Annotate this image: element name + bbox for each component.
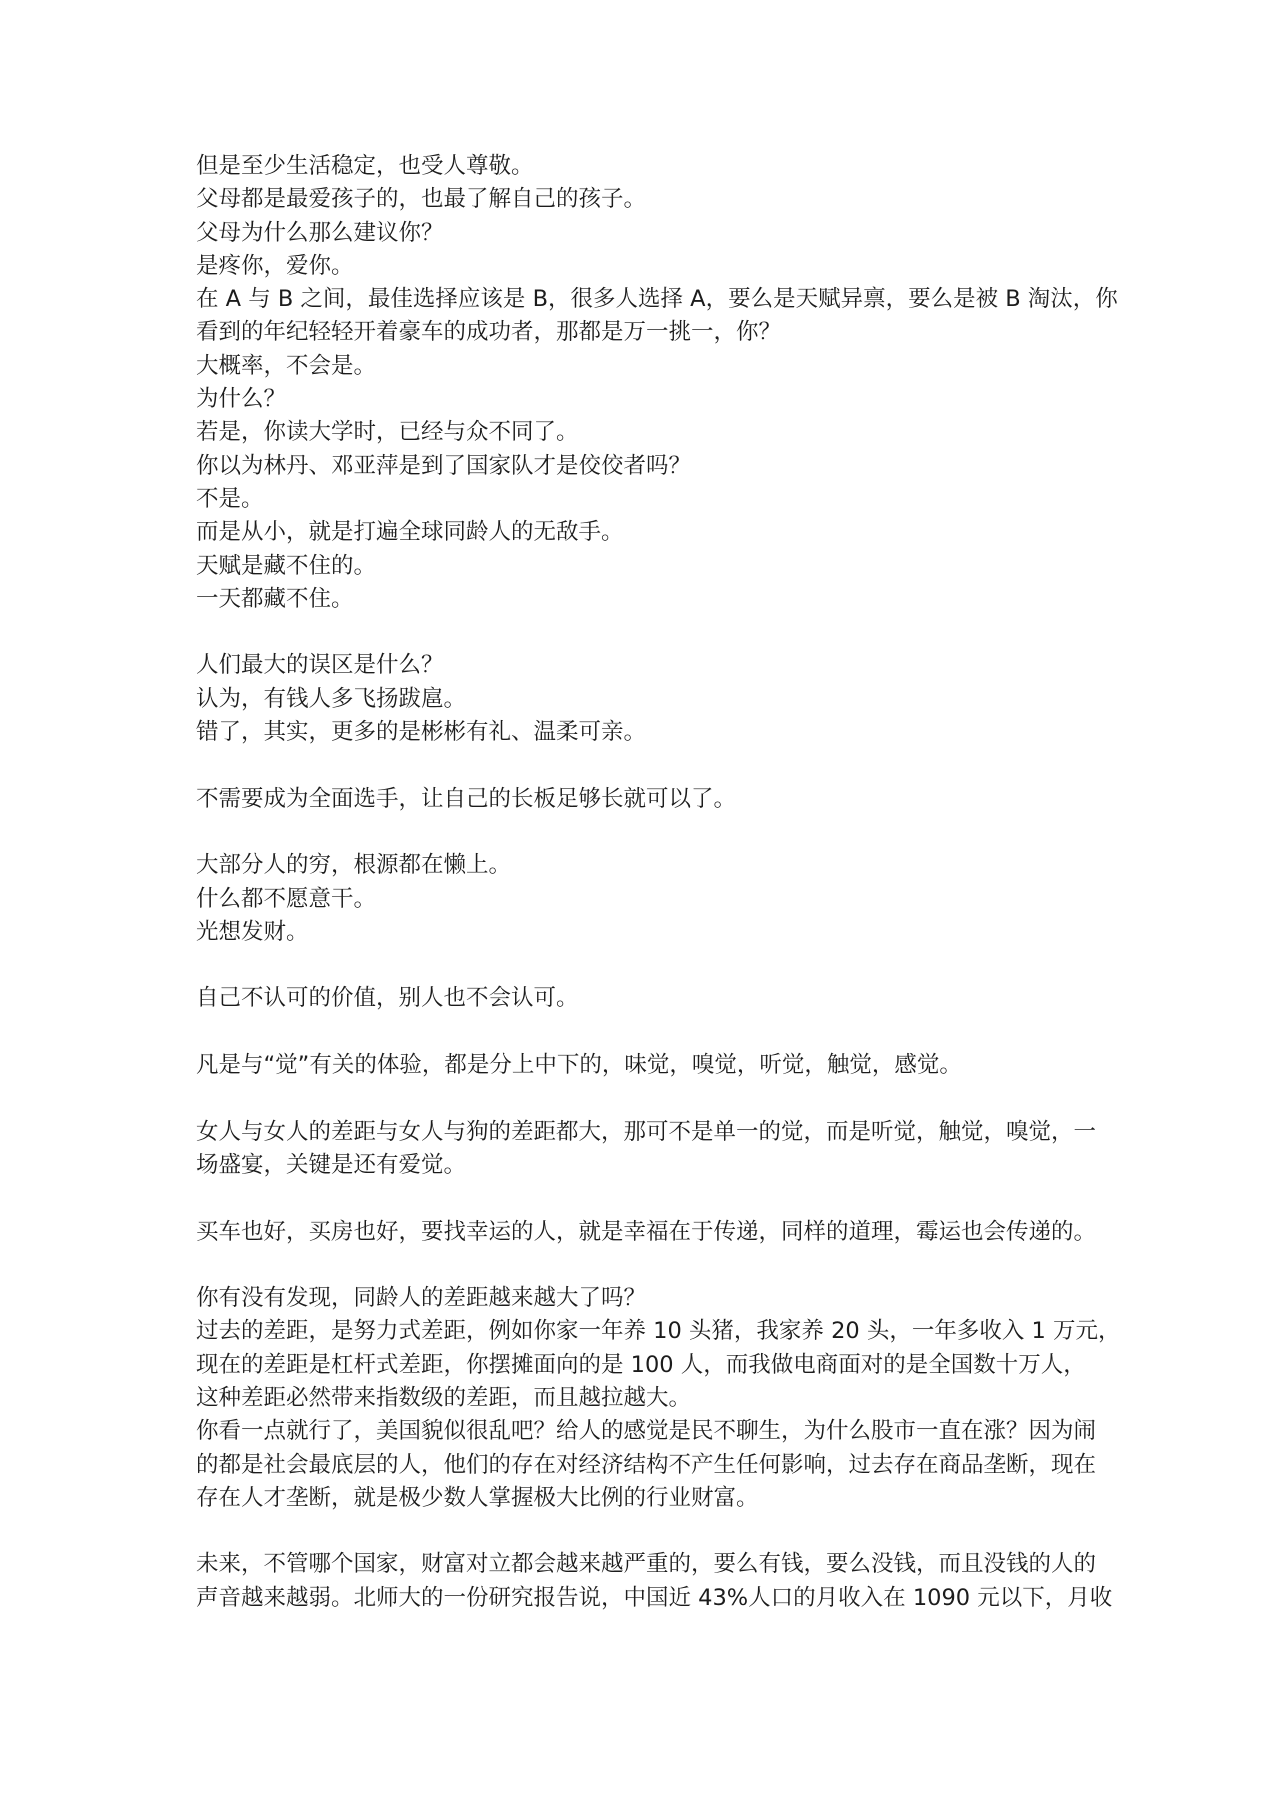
text-line: 凡是与“觉”有关的体验，都是分上中下的，味觉，嗅觉，听觉，触觉，感觉。 bbox=[196, 1052, 962, 1079]
paragraph bbox=[196, 849, 1096, 949]
paragraph bbox=[196, 1049, 1096, 1082]
text-line: 若是，你读大学时，已经与众不同了。 bbox=[196, 419, 579, 446]
text-line: 未来，不管哪个国家，财富对立都会越来越严重的，要么有钱，要么没钱，而且没钱的人的 bbox=[196, 1551, 1097, 1578]
text-line: 但是至少生活稳定，也受人尊敬。 bbox=[196, 153, 534, 179]
text-line: 在 A 与 B 之间，最佳选择应该是 B，很多人选择 A，要么是天赋异禀，要么是被 B 淘汰，你 bbox=[196, 286, 1118, 313]
paragraph bbox=[196, 1116, 1096, 1183]
text-line: 女人与女人的差距与女人与狗的差距都大，那可不是单一的觉，而是听觉，触觉，嗅觉，一 bbox=[196, 1118, 1097, 1145]
paragraph bbox=[196, 783, 1096, 816]
text-line: 是疼你，爱你。 bbox=[196, 252, 354, 279]
text-line: 父母为什么那么建议你？ bbox=[196, 219, 444, 246]
text-line: 父母都是最爱孩子的，也最了解自己的孩子。 bbox=[196, 186, 647, 213]
text-line: 声音越来越弱。北师大的一份研究报告说，中国近 43%人口的月收入在 1090 元以下，月收 bbox=[196, 1584, 1113, 1611]
text-line: 天赋是藏不住的。 bbox=[196, 552, 377, 579]
document-body bbox=[196, 150, 1121, 1615]
text-line: 一天都藏不住。 bbox=[196, 585, 354, 612]
text-line: 存在人才垄断，就是极少数人掌握极大比例的行业财富。 bbox=[196, 1484, 759, 1511]
text-line: 错了，其实，更多的是彬彬有礼、温柔可亲。 bbox=[196, 719, 647, 746]
text-line: 大概率，不会是。 bbox=[196, 352, 377, 379]
text-line: 为什么？ bbox=[196, 386, 287, 413]
text-line: 现在的差距是杠杆式差距，你摆摊面向的是 100 人，而我做电商面对的是全国数十万人， bbox=[196, 1351, 1086, 1378]
text-line: 认为，有钱人多飞扬跋扈。 bbox=[196, 685, 467, 712]
text-line: 的都是社会最底层的人，他们的存在对经济结构不产生任何影响，过去存在商品垄断，现在 bbox=[196, 1451, 1097, 1478]
text-line: 不需要成为全面选手，让自己的长板足够长就可以了。 bbox=[196, 785, 737, 812]
text-line: 这种差距必然带来指数级的差距，而且越拉越大。 bbox=[196, 1384, 692, 1411]
text-line: 买车也好，买房也好，要找幸运的人，就是幸福在于传递，同样的道理，霉运也会传递的。 bbox=[196, 1218, 1097, 1245]
text-line: 什么都不愿意干。 bbox=[196, 885, 377, 912]
text-line: 大部分人的穷，根源都在懒上。 bbox=[196, 852, 512, 879]
text-line: 而是从小，就是打遍全球同龄人的无敌手。 bbox=[196, 519, 624, 546]
text-line: 自己不认可的价值，别人也不会认可。 bbox=[196, 985, 579, 1012]
text-line: 人们最大的误区是什么？ bbox=[196, 652, 444, 679]
text-line: 你以为林丹、邓亚萍是到了国家队才是佼佼者吗？ bbox=[196, 452, 692, 479]
text-line: 你有没有发现，同龄人的差距越来越大了吗？ bbox=[196, 1285, 647, 1312]
paragraph bbox=[196, 982, 1096, 1015]
paragraph bbox=[196, 1216, 1096, 1249]
text-line: 不是。 bbox=[196, 485, 264, 512]
text-line: 你看一点就行了，美国貌似很乱吧？给人的感觉是民不聊生，为什么股市一直在涨？因为闹 bbox=[196, 1418, 1097, 1445]
paragraph bbox=[196, 649, 1096, 749]
paragraph bbox=[196, 1282, 1121, 1515]
text-line: 过去的差距，是努力式差距，例如你家一年养 10 头猪，我家养 20 头，一年多收入 1 万元， bbox=[196, 1318, 1121, 1345]
paragraph bbox=[196, 1548, 1113, 1615]
paragraph bbox=[196, 150, 1118, 616]
text-line: 场盛宴，关键是还有爱觉。 bbox=[196, 1151, 467, 1178]
text-line: 光想发财。 bbox=[196, 918, 309, 945]
text-line: 看到的年纪轻轻开着豪车的成功者，那都是万一挑一，你？ bbox=[196, 319, 782, 346]
